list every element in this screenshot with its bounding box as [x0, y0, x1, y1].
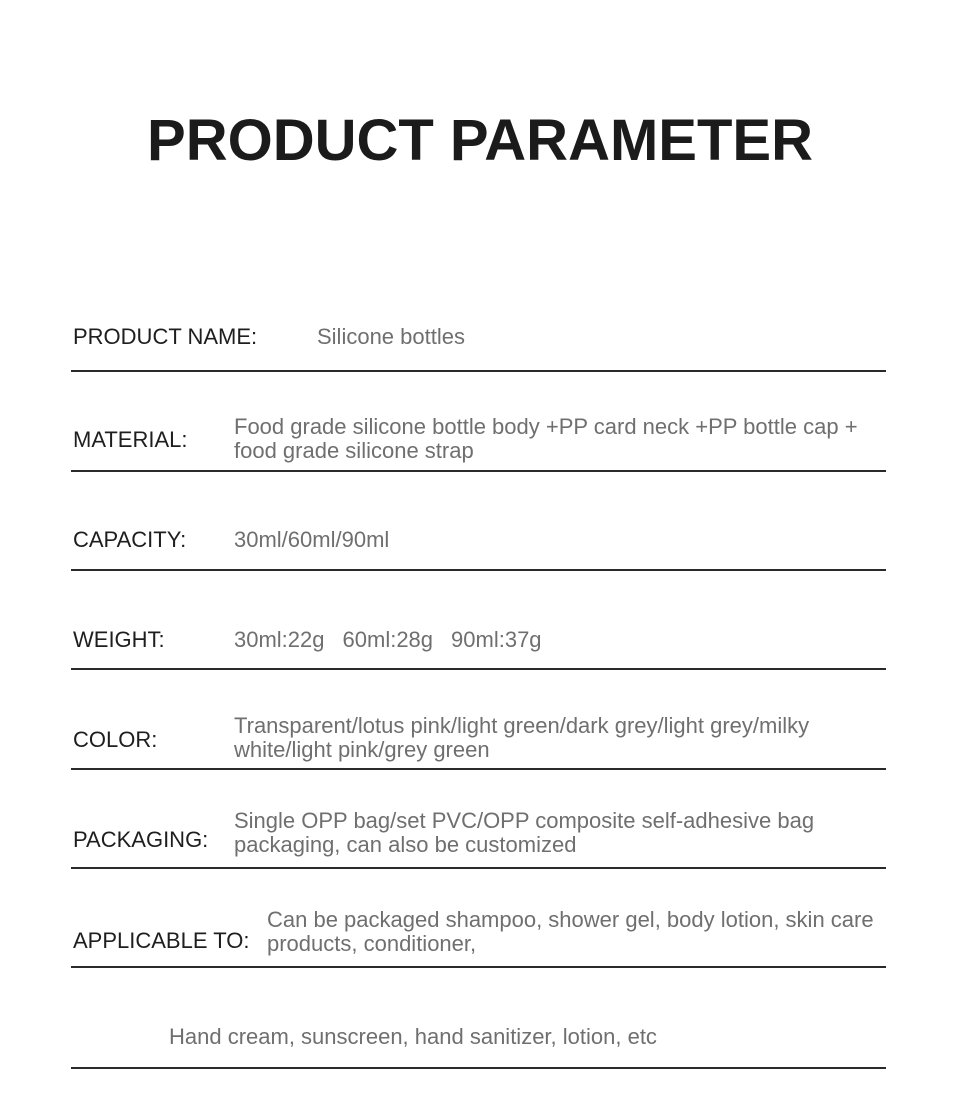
param-label: WEIGHT: [73, 627, 165, 652]
param-label: MATERIAL: [73, 427, 188, 452]
param-value-line-2: white/light pink/grey green [234, 737, 490, 762]
param-value: 30ml/60ml/90ml [234, 527, 390, 552]
param-label: PACKAGING: [73, 827, 209, 852]
param-label: COLOR: [73, 727, 158, 752]
param-value-line-1: Can be packaged shampoo, shower gel, body lotion, skin care [267, 907, 874, 932]
param-label: PRODUCT NAME: [73, 324, 258, 349]
extra-applicable-text: Hand cream, sunscreen, hand sanitizer, lotion, etc [169, 1024, 657, 1049]
row-divider [71, 1067, 886, 1069]
row-divider [71, 470, 886, 472]
param-value-line-2: packaging, can also be customized [234, 832, 577, 857]
param-value: Silicone bottles [317, 324, 465, 349]
page-title: PRODUCT PARAMETER [147, 108, 813, 173]
row-divider [71, 668, 886, 670]
row-divider [71, 867, 886, 869]
param-label: CAPACITY: [73, 527, 187, 552]
weight-90ml: 90ml:37g [451, 627, 542, 652]
param-value-line-2: products, conditioner, [267, 931, 477, 956]
row-divider [71, 370, 886, 372]
param-label: APPLICABLE TO: [73, 928, 250, 953]
param-value-line-1: Food grade silicone bottle body +PP card neck +PP bottle cap + [234, 414, 858, 439]
weight-30ml: 30ml:22g [234, 627, 325, 652]
param-value [234, 628, 542, 652]
row-divider [71, 966, 886, 968]
row-divider [71, 768, 886, 770]
param-value-line-1: Transparent/lotus pink/light green/dark grey/light grey/milky [234, 713, 810, 738]
row-divider [71, 569, 886, 571]
param-value-line-1: Single OPP bag/set PVC/OPP composite self-adhesive bag [234, 808, 815, 833]
param-value-line-2: food grade silicone strap [234, 438, 474, 463]
weight-60ml: 60ml:28g [342, 627, 434, 652]
